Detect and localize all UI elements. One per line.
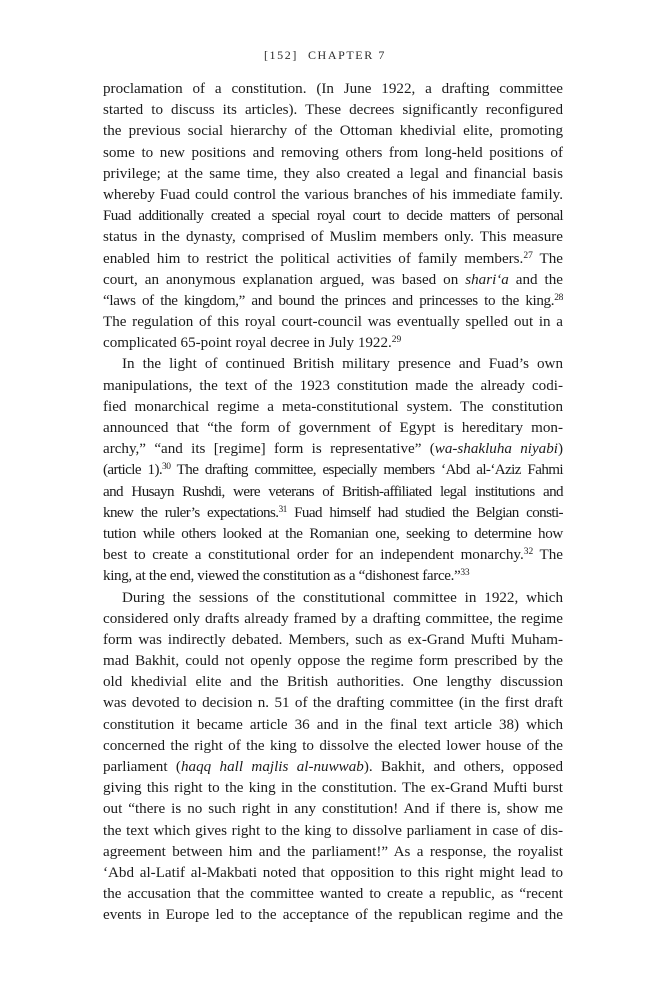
text-line: Fuad additionally created a special royal court to decide matters of personal <box>103 208 563 225</box>
text-line: started to discuss its articles). These decrees significantly reconfigured <box>103 102 563 119</box>
text-line: the accusation that the committee wanted to create a republic, as “recent <box>103 886 563 903</box>
text-line: archy,” “and its [regime] form is representative” (wa-shakluha niyabi) <box>103 441 563 458</box>
text-line: agreement between him and the parliament!” As a response, the royalist <box>103 843 563 860</box>
text-line: some to new positions and removing others from long-held positions of <box>103 144 563 161</box>
text-line: manipulations, the text of the 1923 constitution made the already codi- <box>103 377 563 394</box>
text-line: status in the dynasty, comprised of Muslim members only. This measure <box>103 229 563 246</box>
text-line: the text which gives right to the king to dissolve parliament in case of dis- <box>103 822 563 839</box>
text-line: The regulation of this royal court-council was eventually spelled out in a <box>103 314 563 331</box>
footnote-ref: 28 <box>554 292 563 303</box>
text-line: During the sessions of the constitutional committee in 1922, which <box>122 589 563 606</box>
text-line: form was indirectly debated. Members, such as ex-Grand Mufti Muham- <box>103 631 563 648</box>
text-line: knew the ruler’s expectations.$^{31}$ Fuad himself had studied the Belgian consti- <box>103 504 563 521</box>
text-line: enabled him to restrict the political activities of family members.$^{27}$ The <box>103 250 563 267</box>
text-line: old khedivial elite and the British authorities. One lengthy discussion <box>103 674 563 691</box>
text-line: was devoted to decision n. 51 of the drafting committee (in the first draft <box>103 695 563 712</box>
text-line: tution while others looked at the Romanian one, seeking to determine how <box>103 525 563 542</box>
footnote-ref: 30 <box>162 462 171 473</box>
body-text <box>103 79 563 927</box>
text-line: In the light of continued British military presence and Fuad’s own <box>122 356 563 373</box>
running-head <box>0 48 650 63</box>
footnote-ref: 32 <box>523 547 534 558</box>
text-line: announced that “the form of government of Egypt is hereditary mon- <box>103 420 563 436</box>
footnote-ref: 27 <box>523 250 533 261</box>
text-line: complicated 65-point royal decree in July 1922.29 <box>103 335 402 352</box>
text-line: concerned the right of the king to dissolve the elected lower house of the <box>103 737 563 754</box>
footnote-ref: 31 <box>278 504 287 515</box>
text-line: (article 1).$^{30}$ The drafting committee, especially members ‘Abd al-‘Aziz Fahmi <box>103 462 564 479</box>
text-line: giving this right to the king in the constitution. The ex-Grand Mufti burst <box>103 780 563 797</box>
text-line: best to create a constitutional order for an independent monarchy.$^{32}$ The <box>103 547 563 564</box>
text-line: ‘Abd al-Latif al-Makbati noted that opposition to this right might lead to <box>103 864 563 881</box>
text-line: constitution it became article 36 and in the final text article 38) which <box>103 716 563 733</box>
footnote-ref: 33 <box>460 568 470 579</box>
page-number: [152] <box>263 48 298 62</box>
footnote-ref: 29 <box>391 335 402 346</box>
chapter-label: CHAPTER 7 <box>307 48 387 62</box>
text-line: court, an anonymous explanation argued, was based on shari‘a and the <box>103 271 563 288</box>
text-line: fied monarchical regime a meta-constitutional system. The constitution <box>103 398 563 415</box>
text-line: proclamation of a constitution. (In June 1922, a drafting committee <box>103 81 563 97</box>
text-line: whereby Fuad could control the various branches of his immediate family. <box>103 186 563 203</box>
text-line: parliament (haqq hall majlis al-nuwwab). Bakhit, and others, opposed <box>103 759 563 775</box>
text-line: “laws of the kingdom,” and bound the princes and princesses to the king.$^{28}$ <box>103 292 563 309</box>
text-line: privilege; at the same time, they also created a legal and financial basis <box>103 165 563 182</box>
text-line: the previous social hierarchy of the Ottoman khedivial elite, promoting <box>103 123 563 140</box>
text-line: events in Europe led to the acceptance of the republican regime and the <box>103 907 563 924</box>
text-line: and Husayn Rushdi, were veterans of British-affiliated legal institutions and <box>103 483 563 500</box>
text-line: considered only drafts already framed by a drafting committee, the regime <box>103 610 563 627</box>
text-line: king, at the end, viewed the constitution as a “dishonest farce.”$^{33}$ <box>103 568 470 585</box>
text-line: out “there is no such right in any constitution! And if there is, show me <box>103 801 563 818</box>
text-line: mad Bakhit, could not openly oppose the regime form prescribed by the <box>103 653 563 670</box>
